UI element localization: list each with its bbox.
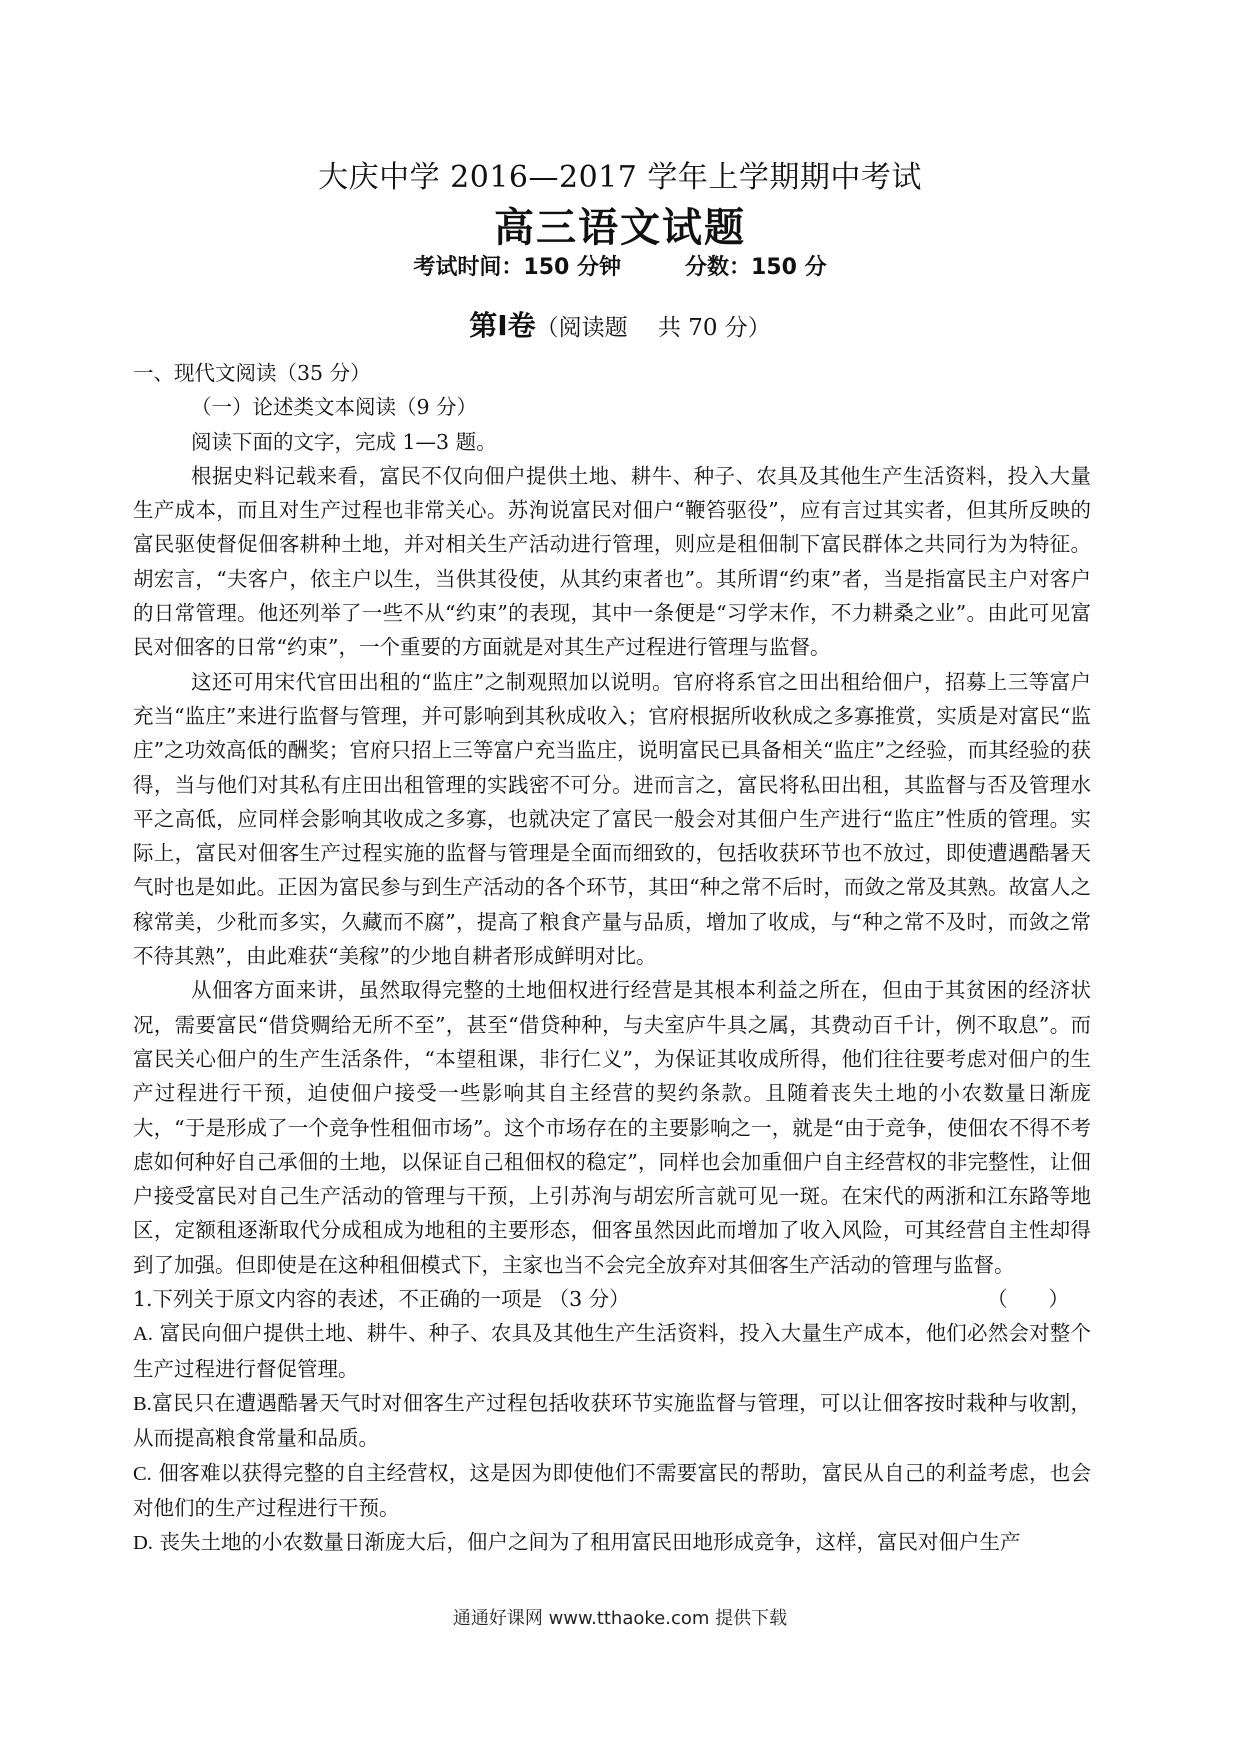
reading-instruction: 阅读下面的文字，完成 1—3 题。	[191, 429, 497, 454]
option-c-letter: C.	[133, 1462, 152, 1485]
option-c	[133, 1456, 1091, 1526]
answer-bracket: （ ）	[987, 1287, 1069, 1312]
exam-score: 分数：150 分	[685, 255, 827, 280]
option-d	[133, 1525, 1091, 1560]
volume-title	[0, 304, 1240, 344]
passage-paragraph-1: 根据史料记载来看，富民不仅向佃户提供土地、耕牛、种子、农具及其他生产生活资料，投入大量生产成本，而且对生产过程也非常关心。苏洵说富民对佃户“鞭笞驱役”，应有言过其实者，但其所反映的富民驱使督促佃客耕种土地，并对相关生产活动进行管理，则应是租佃制下富民群体之共同行为为特征。胡宏言，“夫客户，依主户以生，当供其役使，从其约束者也”。其所谓“约束”者，当是指富民主户对客户的日常管理。他还列举了一些不从“约束”的表现，其中一条便是“习学末作，不力耕桑之业”。由此可见富民对佃客的日常“约束”，一个重要的方面就是对其生产过程进行管理与监督。	[133, 463, 1091, 660]
school-title: 大庆中学 2016—2017 学年上学期期中考试	[318, 160, 922, 195]
volume-sub: （阅读题 共 70 分）	[535, 315, 771, 341]
option-b	[133, 1386, 1091, 1456]
sub-heading: （一）论述类文本阅读（9 分）	[191, 395, 478, 420]
option-d-letter: D.	[133, 1532, 153, 1555]
option-b-letter: B.	[133, 1392, 152, 1415]
option-b-text: 富民只在遭遇酷暑天气时对佃客生产过程包括收获环节实施监督与管理，可以让佃客按时栽种与收割，从而提高粮食常量和品质。	[133, 1390, 1091, 1451]
option-a-letter: A.	[133, 1323, 153, 1346]
exam-time: 考试时间：150 分钟	[413, 255, 621, 280]
option-c-text: 佃客难以获得完整的自主经营权，这是因为即使他们不需要富民的帮助，富民从自己的利益考虑，也会对他们的生产过程进行干预。	[133, 1460, 1091, 1520]
passage-paragraph-2: 这还可用宋代官田出租的“监庄”之制观照加以说明。官府将系官之田出租给佃户，招募上三等富户充当“监庄”来进行监督与管理，并可影响到其秋成收入；官府根据所收秋成之多寡推赏，实质是对富民“监庄”之功效高低的酬奖；官府只招上三等富户充当监庄，说明富民已具备相关“监庄”之经验，而其经验的获得，当与他们对其私有庄田出租管理的实践密不可分。进而言之，富民将私田出租，其监督与否及管理水平之高低，应同样会影响其收成之多寡，也就决定了富民一般会对其佃户生产进行“监庄”性质的管理。实际上，富民对佃客生产过程实施的监督与管理是全面而细致的，包括收获环节也不放过，即使遭遇酷暑天气时也是如此。正因为富民参与到生产活动的各个环节，其田“种之常不后时，而敛之常及其熟。故富人之稼常美，少秕而多实，久藏而不腐”，提高了粮食产量与品质，增加了收成，与“种之常不及时，而敛之常不待其熟”，由此难获“美稼”的少地自耕者形成鲜明对比。	[133, 669, 1091, 969]
main-title: 高三语文试题	[494, 205, 746, 251]
section-heading: 一、现代文阅读（35 分）	[133, 361, 371, 385]
option-a-text: 富民向佃户提供土地、耕牛、种子、农具及其他生产生活资料，投入大量生产成本，他们必然会对整个生产过程进行督促管理。	[133, 1321, 1091, 1381]
option-a	[133, 1316, 1091, 1386]
option-d-text: 丧失土地的小农数量日渐庞大后，佃户之间为了租用富民田地形成竞争，这样，富民对佃户生产	[152, 1530, 1021, 1555]
volume-main: 第Ⅰ卷	[469, 309, 536, 342]
page-footer: 通通好课网 www.tthaoke.com 提供下载	[452, 1608, 788, 1629]
exam-content	[133, 356, 1091, 1560]
question-1-stem	[133, 1282, 1091, 1316]
exam-info	[0, 250, 1240, 281]
passage-paragraph-3: 从佃客方面来讲，虽然取得完整的土地佃权进行经营是其根本利益之所在，但由于其贫困的经济状况，需要富民“借贷赒给无所不至”，甚至“借贷种种，与夫室庐牛具之属，其费动百千计，例不取息”。而富民关心佃户的生产生活条件，“本望租课，非行仁义”，为保证其收成所得，他们往往要考虑对佃户的生产过程进行干预，迫使佃户接受一些影响其自主经营的契约条款。且随着丧失土地的小农数量日渐庞大，“于是形成了一个竞争性租佃市场”。这个市场存在的主要影响之一，就是“由于竞争，使佃农不得不考虑如何种好自己承佃的土地，以保证自己租佃权的稳定”，同样也会加重佃户自主经营权的非完整性，让佃户接受富民对自己生产活动的管理与干预，上引苏洵与胡宏所言就可见一斑。在宋代的两浙和江东路等地区，定额租逐渐取代分成租成为地租的主要形态，佃客虽然因此而增加了收入风险，可其经营自主性却得到了加强。但即使是在这种租佃模式下，主家也当不会完全放弃对其佃客生产活动的管理与监督。	[133, 978, 1091, 1277]
question-1-text: 1.下列关于原文内容的表述，不正确的一项是 （3 分）	[133, 1287, 630, 1312]
